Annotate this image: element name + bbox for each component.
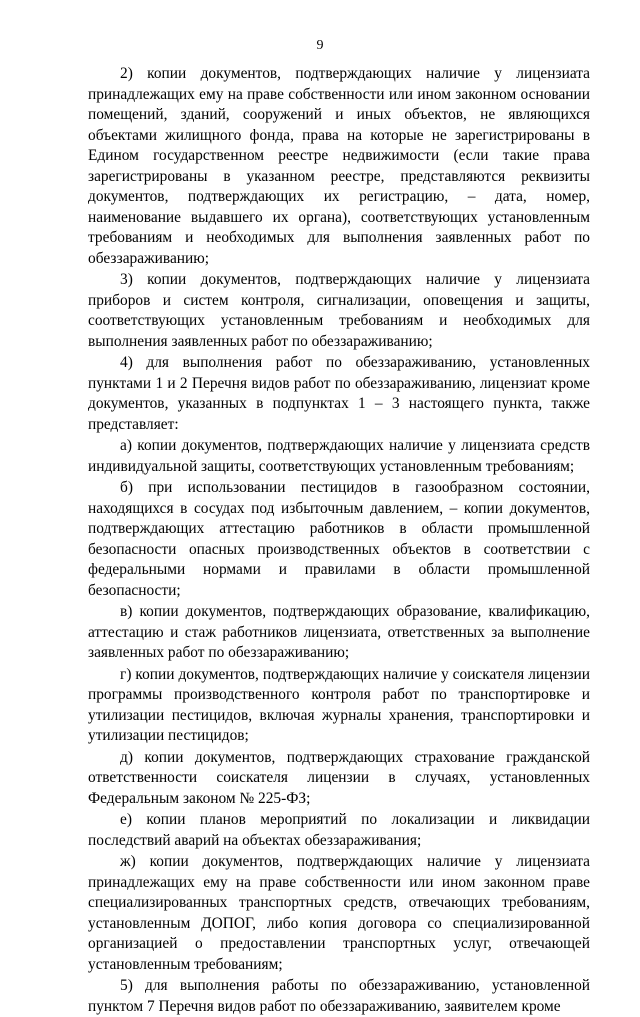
subparagraph-d: д) копии документов, подтверждающих страхование гражданской ответственности соискателя лицензии в случаях, установленных Федеральным законом № 225-ФЗ; — [88, 748, 590, 807]
paragraph-4: 4) для выполнения работ по обеззараживанию, установленных пунктами 1 и 2 Перечня видов работ по обеззараживанию, лицензиат кроме документов, указанных в подпунктах 1 – 3 настоящего пункта, также представляет: — [88, 354, 590, 433]
page-number: 9 — [316, 38, 324, 53]
subparagraph-b: б) при использовании пестицидов в газообразном состоянии, находящихся в сосудах под избыточным давлением, – копии документов, подтверждающих аттестацию работников в области промышленной безопасности опасных производственных объектов в соответствии с федеральными нормами и правилами в области промышленной безопасности; — [88, 479, 590, 599]
subparagraph-e: е) копии планов мероприятий по локализации и ликвидации последствий аварий на объектах обеззараживания; — [88, 811, 590, 849]
subparagraph-g: г) копии документов, подтверждающих наличие у соискателя лицензии программы производственного контроля работ по транспортировке и утилизации пестицидов, включая журналы хранения, транспортировки и утилизации пестицидов; — [88, 665, 590, 744]
paragraph-5: 5) для выполнения работы по обеззараживанию, установленной пунктом 7 Перечня видов работ по обеззараживанию, заявителем кроме — [88, 977, 590, 1015]
paragraph-2: 2) копии документов, подтверждающих наличие у лицензиата принадлежащих ему на праве собственности или ином законном основании помещений, зданий, сооружений и иных объектов, не являющихся объектами жилищного фонда, права на которые не зарегистрированы в Едином государственном реестре недвижимости (если такие права зарегистрированы в указанном реестре, представляются реквизиты документов, подтверждающих их регистрацию, – дата, номер, наименование выдавшего их органа), соответствующих установленным требованиям и необходимых для выполнения заявленных работ по обеззараживанию; — [88, 65, 590, 267]
subparagraph-v: в) копии документов, подтверждающих образование, квалификацию, аттестацию и стаж работников лицензиата, ответственных за выполнение заявленных работ по обеззараживанию; — [88, 603, 590, 661]
document-body — [88, 64, 590, 1017]
paragraph-3: 3) копии документов, подтверждающих наличие у лицензиата приборов и систем контроля, сигнализации, оповещения и защиты, соответствующих установленным требованиям и необходимых для выполнения заявленных работ по обеззараживанию; — [88, 271, 590, 350]
subparagraph-a: а) копии документов, подтверждающих наличие у лицензиата средств индивидуальной защиты, соответствующих установленным требованиям; — [88, 437, 590, 475]
subparagraph-zh: ж) копии документов, подтверждающих наличие у лицензиата принадлежащих ему на праве собственности или ином законном праве специализированных транспортных средств, отвечающих требованиям, установленным ДОПОГ, либо копия договора со специализированной организацией о предоставлении транспортных услуг, отвечающей установленным требованиям; — [88, 853, 590, 973]
